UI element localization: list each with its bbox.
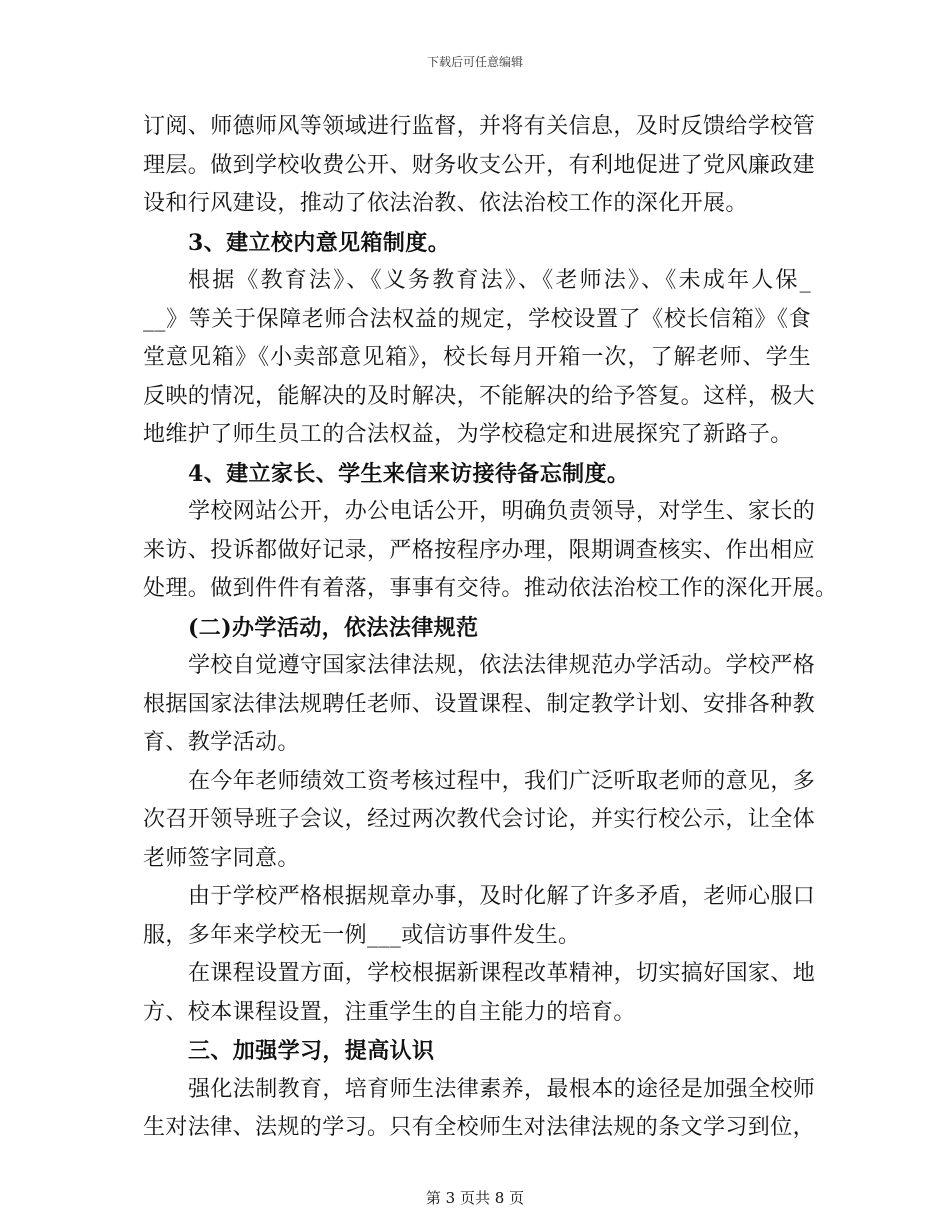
- body-line: 处理。做到件件有着落，事事有交待。推动依法治校工作的深化开展。: [143, 576, 838, 601]
- body-line: 学校自觉遵守国家法律法规，依法法律规范办学活动。学校严格: [188, 653, 816, 678]
- body-line: 方、校本课程设置，注重学生的自主能力的培育。: [143, 999, 636, 1025]
- body-line: 理层。做到学校收费公开、财务收支公开，有利地促进了党风廉政建: [143, 152, 816, 178]
- body-line: 堂意见箱》《小卖部意见箱》，校长每月开箱一次，了解老师、学生: [143, 345, 811, 370]
- section-heading: 4、建立家长、学生来信来访接待备忘制度。: [188, 460, 630, 487]
- page-header-note: 下载后可任意编辑: [426, 55, 523, 69]
- body-line: 设和行风建设，推动了依法治教、依法治校工作的深化开展。: [143, 191, 748, 216]
- body-line: 在课程设置方面，学校根据新课程改革精神，切实搞好国家、地: [188, 961, 816, 986]
- body-line: 学校网站公开，办公电话公开，明确负责领导，对学生、家长的: [188, 499, 816, 524]
- body-line: 生对法律、法规的学习。只有全校师生对法律法规的条文学习到位，: [143, 1115, 816, 1140]
- body-line: __》等关于保障老师合法权益的规定，学校设置了《校长信箱》《食: [143, 306, 811, 332]
- body-line: 在今年老师绩效工资考核过程中，我们广泛听取老师的意见，多: [188, 768, 816, 794]
- section-heading: (二)办学活动，依法法律规范: [188, 614, 479, 641]
- body-line: 根据国家法律法规聘任老师、设置课程、制定教学计划、安排各种教: [143, 691, 816, 717]
- body-line: 老师签字同意。: [143, 845, 300, 871]
- body-line: 次召开领导班子会议，经过两次教代会讨论，并实行校公示，让全体: [143, 807, 816, 832]
- body-line: 由于学校严格根据规章办事，及时化解了许多矛盾，老师心服口: [188, 884, 816, 909]
- body-line: 反映的情况，能解决的及时解决，不能解决的给予答复。这样，极大: [143, 383, 816, 409]
- body-line: 根据《教育法》、《义务教育法》、《老师法》、《未成年人保_: [188, 268, 811, 293]
- body-line: 强化法制教育，培育师生法律素养，最根本的途径是加强全校师: [188, 1076, 816, 1102]
- document-body: [143, 108, 838, 1148]
- body-line: 来访、投诉都做好记录，严格按程序办理，限期调查核实、作出相应: [143, 537, 816, 563]
- body-line: 订阅、师德师风等领域进行监督，并将有关信息，及时反馈给学校管: [143, 114, 816, 139]
- page-number: 第 3 页共 8 页: [425, 1189, 525, 1207]
- section-heading: 三、加强学习，提高认识: [188, 1038, 435, 1064]
- body-line: 地维护了师生员工的合法权益，为学校稳定和进展探究了新路子。: [143, 422, 793, 447]
- body-line: 育、教学活动。: [143, 730, 300, 755]
- section-heading: 3、建立校内意见箱制度。: [188, 229, 451, 256]
- body-line: 服，多年来学校无一例___或信访事件发生。: [143, 922, 581, 948]
